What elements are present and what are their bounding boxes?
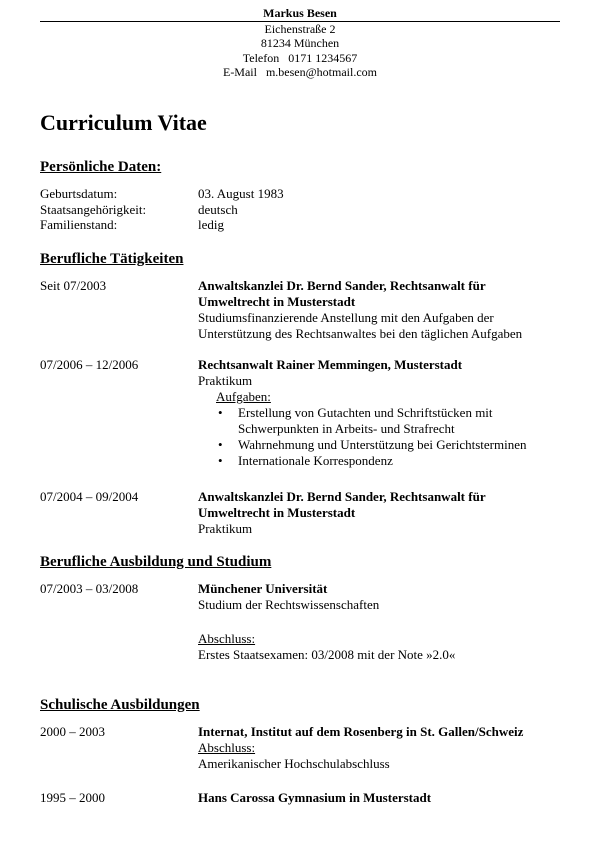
job-description: Studiumsfinanzierende Anstellung mit den Aufgaben der bbox=[198, 310, 494, 325]
employer: Anwaltskanzlei Dr. Bernd Sander, Rechtsanwalt für bbox=[198, 489, 486, 504]
task-list bbox=[198, 405, 570, 469]
email: E-Mail m.besen@hotmail.com bbox=[222, 65, 378, 79]
section-heading-work: Berufliche Tätigkeiten bbox=[40, 251, 184, 267]
section-heading-education: Berufliche Ausbildung und Studium bbox=[40, 554, 272, 570]
employer: Umweltrecht in Musterstadt bbox=[198, 294, 356, 309]
document-title: Curriculum Vitae bbox=[40, 110, 207, 135]
school-date: 2000 – 2003 bbox=[40, 724, 105, 739]
personal-label: Staatsangehörigkeit: bbox=[40, 202, 147, 217]
bullet-icon: • bbox=[218, 405, 223, 420]
personal-label: Familienstand: bbox=[40, 217, 118, 232]
employer: Rechtsanwalt Rainer Memmingen, Musterstadt bbox=[198, 357, 463, 372]
section-heading-school: Schulische Ausbildungen bbox=[40, 697, 200, 713]
street-address: Eichenstraße 2 bbox=[264, 21, 336, 36]
personal-value: 03. August 1983 bbox=[198, 186, 284, 201]
job-description: Praktikum bbox=[198, 373, 253, 388]
degree-label: Abschluss: bbox=[198, 740, 256, 755]
school-date: 1995 – 2000 bbox=[40, 790, 105, 805]
job-description: Unterstützung des Rechtsanwaltes bei den täglichen Aufgaben bbox=[198, 326, 523, 341]
employer: Anwaltskanzlei Dr. Bernd Sander, Rechtsanwalt für bbox=[198, 278, 486, 293]
work-date: 07/2004 – 09/2004 bbox=[40, 489, 139, 504]
phone: Telefon 0171 1234567 bbox=[242, 50, 358, 65]
bullet-icon: • bbox=[218, 437, 223, 452]
task-item: • Erstellung von Gutachten und Schriftstücken mit Schwerpunkten in Arbeits- und Strafrecht bbox=[218, 405, 493, 436]
personal-label: Geburtsdatum: bbox=[40, 186, 118, 201]
degree-label: Abschluss: bbox=[198, 631, 256, 646]
personal-value: deutsch bbox=[198, 202, 238, 217]
applicant-name: Markus Besen bbox=[263, 6, 337, 20]
institution: Hans Carossa Gymnasium in Musterstadt bbox=[198, 790, 432, 805]
employer: Umweltrecht in Musterstadt bbox=[198, 505, 356, 520]
section-heading-personal: Persönliche Daten: bbox=[40, 159, 162, 175]
city: 81234 München bbox=[260, 36, 340, 50]
degree: Erstes Staatsexamen: 03/2008 mit der Note »2.0« bbox=[198, 647, 456, 662]
tasks-label: Aufgaben: bbox=[216, 389, 271, 404]
study-subject: Studium der Rechtswissenschaften bbox=[198, 597, 380, 612]
degree: Amerikanischer Hochschulabschluss bbox=[198, 756, 390, 771]
work-date: Seit 07/2003 bbox=[40, 278, 107, 293]
education-date: 07/2003 – 03/2008 bbox=[40, 581, 139, 596]
letterhead bbox=[40, 6, 560, 80]
task-item: • Internationale Korrespondenz bbox=[218, 453, 393, 468]
job-description: Praktikum bbox=[198, 521, 253, 536]
bullet-icon: • bbox=[218, 453, 223, 468]
institution: Münchener Universität bbox=[198, 581, 328, 596]
work-date: 07/2006 – 12/2006 bbox=[40, 357, 139, 372]
personal-value: ledig bbox=[198, 217, 224, 232]
task-item: • Wahrnehmung und Unterstützung bei Gerichtsterminen bbox=[218, 437, 527, 452]
institution: Internat, Institut auf dem Rosenberg in St. Gallen/Schweiz bbox=[198, 724, 524, 739]
